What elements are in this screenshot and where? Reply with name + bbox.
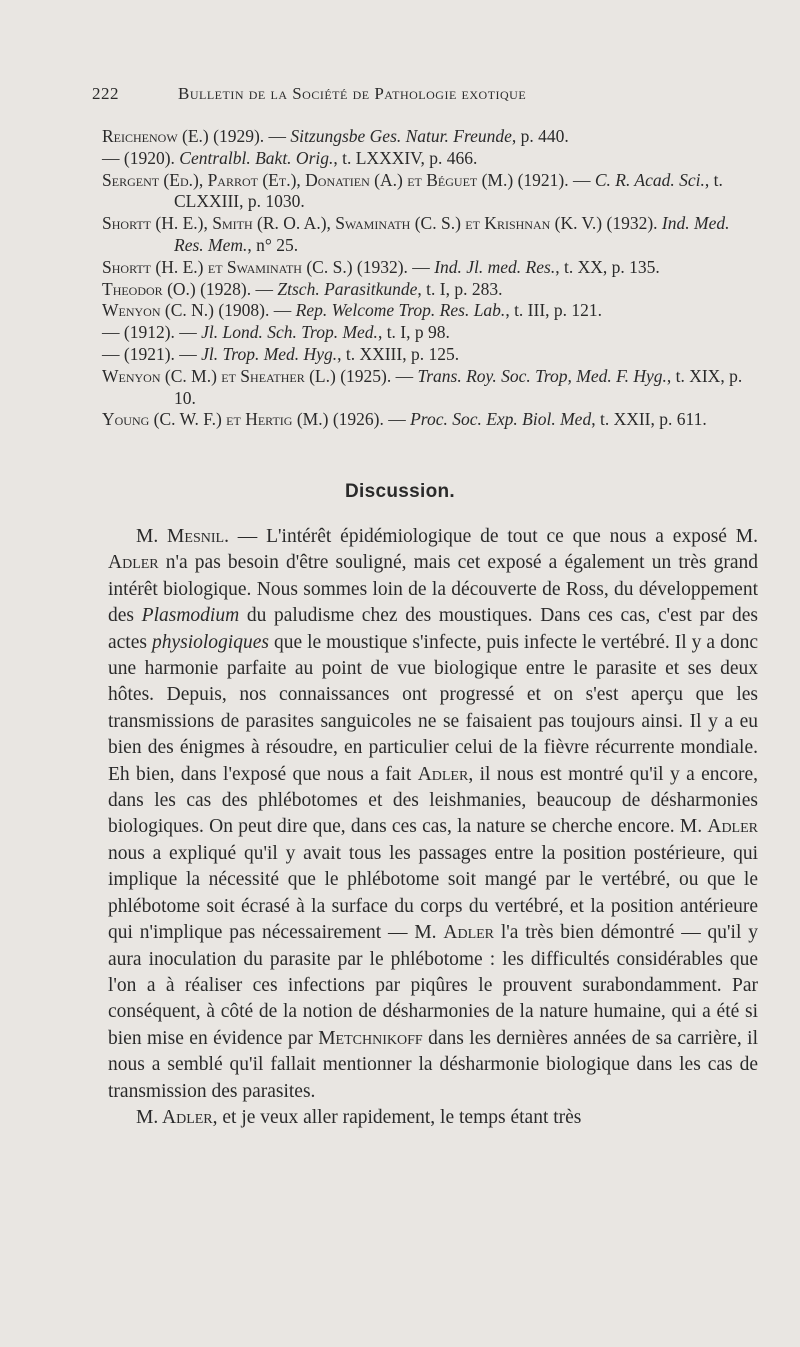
reference-authors: Wenyon (C. N.) — [102, 300, 214, 321]
reference-authors: Shortt (H. E.), Smith (R. O. A.), Swaminath (C. S.) et Krishnan (K. V.) — [102, 213, 603, 234]
reference-year: (1925). — — [335, 365, 418, 386]
reference-authors: Sergent (Ed.), Parrot (Et.), Donatien (A.) et Béguet (M.) — [102, 169, 514, 190]
reference-year: — (1912). — — [102, 322, 202, 343]
reference-details: , t. LXXXIV, p. 466. — [333, 147, 478, 168]
reference-year: (1908). — — [213, 300, 296, 321]
text-run: que le moustique s'infecte, puis infecte le vertébré. Il y a donc une harmonie parfaite au point de vue biologique entre le parasite et ses deux hôtes. Depuis, nos connaissances ont progressé et on s'est aperçu que les transmissions de parasites sanguicoles ne se faisaient pas toujours ainsi. Il y a eu bien des énigmes à résoudre, en particulier celui de la fièvre récurrente mondiale. Eh bien, dans l'exposé que nous a fait — [108, 631, 758, 785]
reference-details: , t. XIX, p. 10. — [174, 365, 743, 408]
reference-details: , t. CLXXIII, p. 1030. — [174, 169, 723, 212]
speaker-name: M. Mesnil — [136, 526, 225, 547]
reference-journal: Trans. Roy. Soc. Trop, Med. F. Hyg. — [417, 365, 667, 386]
speaker-name: M. Adler — [136, 1106, 213, 1128]
journal-title: Bulletin de la Société de Pathologie exotique — [178, 84, 527, 103]
reference-journal: Ztsch. Parasitkunde — [277, 278, 418, 299]
text-run: du paludisme chez des moustiques. Dans ces cas, c'est par des actes — [108, 605, 759, 653]
reference-authors: Young (C. W. F.) et Hertig (M.) — [102, 409, 329, 430]
reference-authors: Theodor (O.) — [102, 278, 196, 299]
text-run: dans les dernières années de sa carrière, il nous a semblé qu'il fallait mentionner la désharmonie biologique dans les cas de transmission des parasites. — [108, 1027, 758, 1102]
reference-entry — [102, 126, 758, 148]
reference-year: (1928). — — [195, 278, 278, 299]
reference-details: , t. I, p 98. — [377, 322, 450, 343]
reference-journal: Jl. Trop. Med. Hyg. — [201, 343, 338, 364]
reference-entry — [102, 409, 758, 431]
reference-journal: Jl. Lond. Sch. Trop. Med. — [201, 322, 378, 343]
reference-details: , p. 440. — [511, 126, 569, 146]
reference-year: — (1920). — [102, 147, 180, 168]
discussion-body — [108, 524, 758, 1131]
reference-journal: Sitzungsbe Ges. Natur. Freunde — [290, 126, 512, 146]
reference-details: , t. XXII, p. 611. — [591, 409, 707, 430]
paragraph-mesnil — [108, 524, 758, 1105]
reference-entry — [102, 322, 758, 344]
reference-entry — [102, 344, 758, 366]
reference-year: (1929). — — [208, 126, 291, 146]
author-name: Metchnikoff — [318, 1027, 423, 1049]
text-run: l'a très bien démontré — qu'il y aura inoculation du parasite par le phlébotome : les difficultés considérables que l'on a à réaliser ces infections par piqûres le prouvent surabondamment. Par conséquent, à côté de la notion de désharmonies de la nature humaine, qui a été si bien mise en évidence par — [108, 922, 758, 1049]
author-name: Adler — [417, 763, 469, 785]
text-run: n'a pas besoin d'être souligné, mais cet exposé a également un très grand intérêt biologique. Nous sommes loin de la découverte de Ross, du développement des — [108, 552, 758, 627]
reference-entry — [102, 170, 758, 214]
taxon-name: Plasmodium — [141, 605, 240, 627]
reference-entry — [102, 213, 758, 257]
author-name: Adler — [707, 816, 758, 838]
reference-journal: Ind. Med. Res. Mem. — [174, 213, 730, 255]
page-number: 222 — [92, 84, 119, 103]
section-heading-discussion: Discussion. — [345, 481, 455, 502]
reference-journal: Ind. Jl. med. Res. — [434, 256, 556, 277]
reference-journal: Proc. Soc. Exp. Biol. Med — [410, 409, 592, 430]
reference-details: , t. I, p. 283. — [417, 278, 503, 299]
reference-journal: Centralbl. Bakt. Orig. — [179, 147, 334, 168]
text-run: , il nous est montré qu'il y a encore, dans les cas des phlébotomes et des leishmanies, beaucoup de désharmonies biologiques. On peut dire que, dans ces cas, la nature se cherche encore. M. — [108, 763, 758, 838]
reference-year: — (1921). — — [102, 343, 202, 364]
reference-details: , t. III, p. 121. — [505, 300, 603, 321]
reference-entry — [102, 366, 758, 410]
reference-journal: C. R. Acad. Sci. — [594, 169, 705, 190]
reference-year: (1932). — — [352, 256, 435, 277]
reference-list — [102, 126, 758, 431]
reference-authors: Shortt (H. E.) et Swaminath (C. S.) — [102, 256, 353, 277]
author-name: Adler — [108, 552, 159, 574]
reference-entry — [102, 148, 758, 170]
reference-details: , n° 25. — [247, 234, 299, 255]
reference-entry — [102, 279, 758, 301]
reference-details: , t. XXIII, p. 125. — [337, 343, 460, 364]
reference-entry — [102, 300, 758, 322]
author-name: Adler — [443, 922, 495, 944]
emphasis: physiologiques — [151, 631, 269, 653]
text-run: nous a expliqué qu'il y avait tous les passages entre la position postérieure, qui implique la nécessité que le phlébotome soit mangé par le vertébré, ou que le phlébotome soit écrasé à la surface du corps du vertébré, et la position antérieure qui n'implique pas nécessairement — M. — [108, 842, 758, 944]
reference-details: , t. XX, p. 135. — [555, 256, 660, 277]
reference-authors: Wenyon (C. M.) et Sheather (L.) — [102, 365, 336, 386]
reference-authors: Reichenow (E.) — [102, 126, 209, 146]
text-run: . — L'intérêt épidémiologique de tout ce que nous a exposé M. — [224, 526, 758, 547]
reference-year: (1926). — — [328, 409, 411, 430]
paragraph-adler — [108, 1105, 758, 1131]
reference-journal: Rep. Welcome Trop. Res. Lab. — [295, 300, 506, 321]
reference-entry — [102, 257, 758, 279]
reference-year: (1932). — [602, 213, 662, 234]
text-run: , et je veux aller rapidement, le temps étant très — [212, 1106, 582, 1128]
reference-year: (1921). — — [513, 169, 595, 190]
